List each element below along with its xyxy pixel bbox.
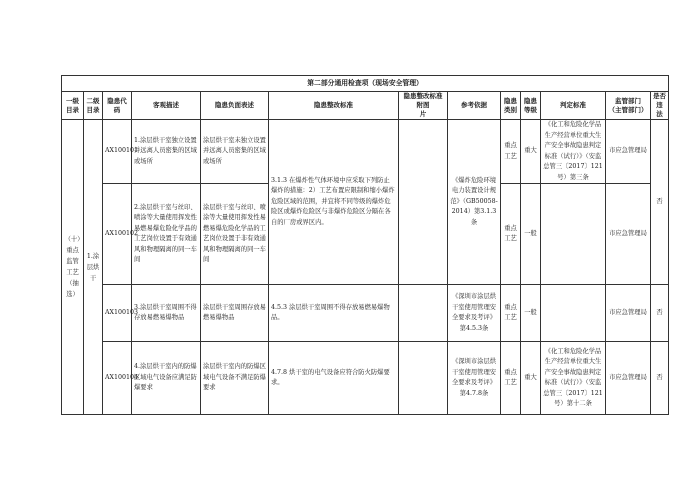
negative-cell: 涂层烘干室内的防爆区域电气设备不满足防爆要求 — [201, 342, 269, 415]
category-cell: 重点 工艺 — [501, 342, 521, 415]
illegal-cell: 否 — [651, 342, 669, 415]
header-basis: 参考依据 — [448, 92, 501, 120]
table-row — [62, 285, 669, 342]
illegal-cell: 否 — [651, 285, 669, 342]
image-cell — [399, 342, 448, 415]
header-level: 隐患 等级 — [521, 92, 541, 120]
basis-cell: 《爆炸危险环境电力装置设计规范》（GB50058-2014）第3.1.3条 — [448, 120, 501, 285]
standard-cell: 4.5.3 涂层烘干室周围不得存放易燃易爆物品。 — [269, 285, 399, 342]
description-cell: 3.涂层烘干室周围不得存放易燃易爆物品 — [132, 285, 201, 342]
description-cell: 1.涂层烘干室独立设置并远离人员密集的区域或场所 — [132, 120, 201, 184]
header-criteria: 判定标准 — [541, 92, 606, 120]
header-standard: 隐患整改标准 — [269, 92, 399, 120]
header-dept: 监管部门 （主管部门） — [606, 92, 651, 120]
header-category: 隐患 类别 — [501, 92, 521, 120]
level1-cell: （十）重点监管工艺（抽选） — [62, 120, 84, 415]
dept-cell: 市应急管理局 — [606, 120, 651, 184]
image-cell — [399, 285, 448, 342]
table-title: 第二部分通用检查项（现场安全管理） — [62, 76, 669, 92]
table-row — [62, 342, 669, 415]
header-image: 隐患整改标准附图 片 — [399, 92, 448, 120]
basis-cell: 《深圳市涂层烘干室使用管理安全要求及考评》第4.5.3条 — [448, 285, 501, 342]
level-cell: 重大 — [521, 120, 541, 184]
negative-cell: 涂层烘干室未独立设置并远离人员密集的区域或场所 — [201, 120, 269, 184]
level-cell: 一般 — [521, 184, 541, 285]
negative-cell: 涂层烘干室周围存放易燃易爆物品 — [201, 285, 269, 342]
negative-cell: 涂层烘干室与丝印、喷涂等大量使用挥发性易燃易爆危险化学品的工艺岗位设置于非有效通风和物理隔离的同一车间 — [201, 184, 269, 285]
inspection-table-sheet — [61, 75, 668, 405]
description-cell: 2.涂层烘干室与丝印、喷涂等大量使用挥发性易燃易爆危险化学品的工艺岗位设置于有效通风和物理隔离的同一车间 — [132, 184, 201, 285]
category-cell: 重点 工艺 — [501, 184, 521, 285]
code-cell: AX100102 — [103, 184, 132, 285]
code-cell: AX100104 — [103, 342, 132, 415]
header-level1: 一级 目录 — [62, 92, 84, 120]
criteria-cell — [541, 285, 606, 342]
header-negative: 隐患负面表述 — [201, 92, 269, 120]
dept-cell: 市应急管理局 — [606, 285, 651, 342]
header-code: 隐患代码 — [103, 92, 132, 120]
criteria-cell: 《化工和危险化学品生产经营单位重大生产安全事故隐患判定标准（试行）》（安监总管三〔2017〕121号）第十二条 — [541, 342, 606, 415]
criteria-cell — [541, 184, 606, 285]
code-cell: AX100101 — [103, 120, 132, 184]
header-level2: 二级 目录 — [84, 92, 103, 120]
inspection-table — [61, 75, 669, 415]
level-cell: 重大 — [521, 342, 541, 415]
category-cell: 重点 工艺 — [501, 285, 521, 342]
dept-cell: 市应急管理局 — [606, 342, 651, 415]
image-cell — [399, 120, 448, 285]
header-description: 客观描述 — [132, 92, 201, 120]
table-row — [62, 120, 669, 184]
illegal-cell: 否 — [651, 120, 669, 285]
category-cell: 重点 工艺 — [501, 120, 521, 184]
header-illegal: 是否违 法 — [651, 92, 669, 120]
dept-cell: 市应急管理局 — [606, 184, 651, 285]
standard-cell: 3.1.3 在爆炸性气体环境中应采取下列防止爆炸的措施：2）工艺布置应限制和缩小爆炸危险区域的范围，并宜将不同等级的爆炸危险区或爆炸危险区与非爆炸危险区分隔在各自的厂房或界区内。 — [269, 120, 399, 285]
level-cell: 一般 — [521, 285, 541, 342]
standard-cell: 4.7.8 烘干室的电气设备应符合防火防爆要求。 — [269, 342, 399, 415]
basis-cell: 《深圳市涂层烘干室使用管理安全要求及考评》第4.7.8条 — [448, 342, 501, 415]
code-cell: AX100103 — [103, 285, 132, 342]
level2-cell: 1.涂层烘干 — [84, 120, 103, 415]
description-cell: 4.涂层烘干室内的防爆区域电气设备应满足防爆要求 — [132, 342, 201, 415]
criteria-cell: 《化工和危险化学品生产经营单位重大生产安全事故隐患判定标准（试行）》（安监总管三〔2017〕121号）第三条 — [541, 120, 606, 184]
